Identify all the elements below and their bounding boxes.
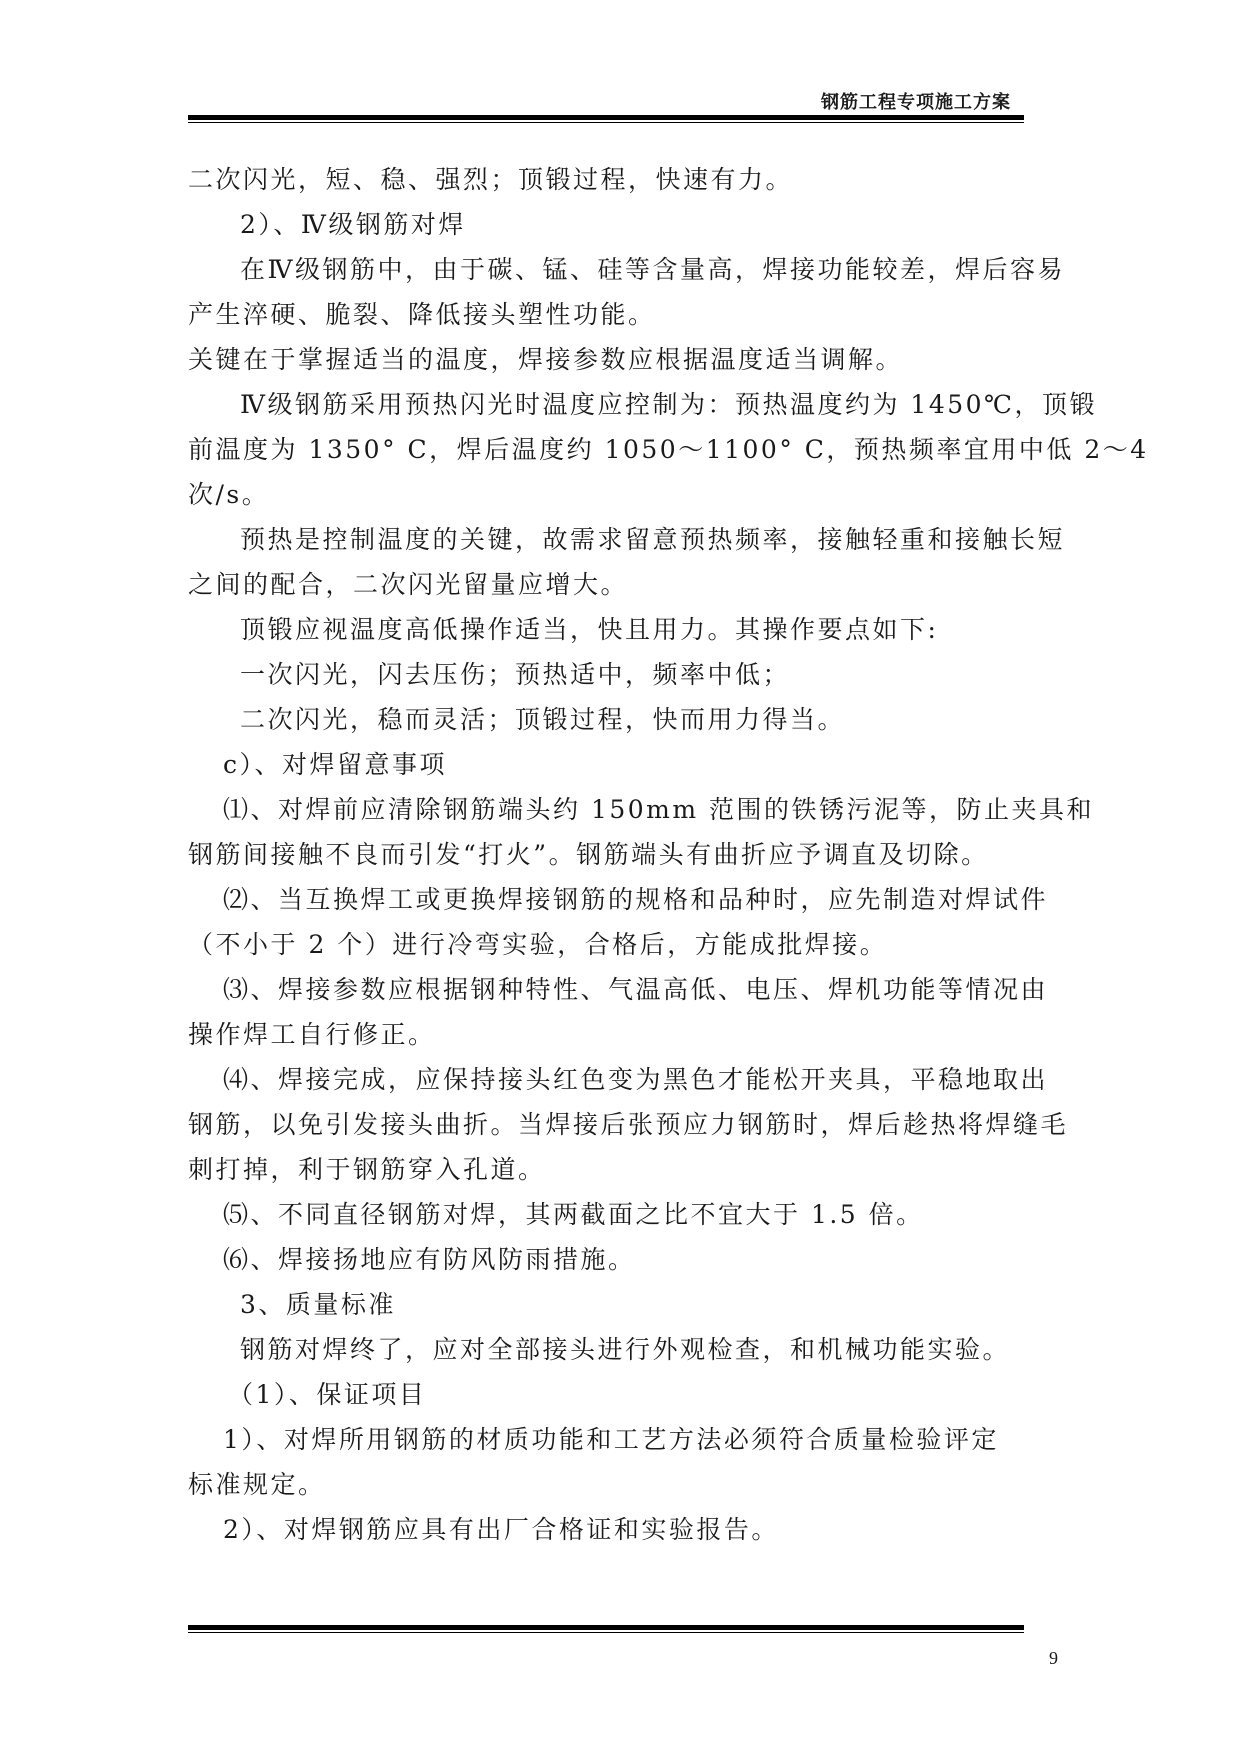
text-line: 二次闪光，短、稳、强烈；顶锻过程，快速有力。 — [188, 165, 794, 194]
text-line: 钢筋，以免引发接头曲折。当焊接后张预应力钢筋时，焊后趁热将焊缝毛 — [188, 1110, 1069, 1139]
subheading-line: c）、对焊留意事项 — [223, 750, 448, 779]
text-line: ⑶、焊接参数应根据钢种特性、气温高低、电压、焊机功能等情况由 — [223, 975, 1049, 1004]
footer-rule — [188, 1625, 1024, 1633]
text-line: 钢筋间接触不良而引发“打火”。钢筋端头有曲折应予调直及切除。 — [188, 840, 989, 869]
text-line: 顶锻应视温度高低操作适当，快且用力。其操作要点如下: — [240, 615, 939, 644]
header-rule — [188, 115, 1024, 123]
text-line: （不小于 2 个）进行冷弯实验，合格后，方能成批焊接。 — [188, 930, 888, 959]
text-line: 标准规定。 — [188, 1470, 326, 1499]
text-line: 前温度为 1350° C，焊后温度约 1050～1100° C，预热频率宜用中低 2～4 — [188, 435, 1149, 464]
subheading-line: 3、质量标准 — [240, 1290, 396, 1319]
text-line: ⑴、对焊前应清除钢筋端头约 150mm 范围的铁锈污泥等，防止夹具和 — [223, 795, 1095, 824]
text-line: Ⅳ级钢筋采用预热闪光时温度应控制为：预热温度约为 1450℃，顶锻 — [240, 390, 1098, 419]
text-line: 产生淬硬、脆裂、降低接头塑性功能。 — [188, 300, 656, 329]
text-line: 钢筋对焊终了，应对全部接头进行外观检查，和机械功能实验。 — [240, 1335, 1011, 1364]
text-line: 关键在于掌握适当的温度，焊接参数应根据温度适当调解。 — [188, 345, 904, 374]
text-line: 二次闪光，稳而灵活；顶锻过程，快而用力得当。 — [240, 705, 846, 734]
subheading-line: 2）、Ⅳ级钢筋对焊 — [240, 210, 466, 239]
text-line: ⑸、不同直径钢筋对焊，其两截面之比不宜大于 1.5 倍。 — [223, 1200, 924, 1229]
text-line: 2）、对焊钢筋应具有出厂合格证和实验报告。 — [223, 1515, 779, 1544]
text-line: 之间的配合，二次闪光留量应增大。 — [188, 570, 629, 599]
text-line: 刺打掉，利于钢筋穿入孔道。 — [188, 1155, 546, 1184]
document-body — [188, 157, 1149, 1552]
text-line: 1）、对焊所用钢筋的材质功能和工艺方法必须符合质量检验评定 — [223, 1425, 999, 1454]
page-number: 9 — [1049, 1648, 1058, 1668]
text-line: ⑹、焊接扬地应有防风防雨措施。 — [223, 1245, 636, 1274]
text-line: ⑷、焊接完成，应保持接头红色变为黑色才能松开夹具，平稳地取出 — [223, 1065, 1049, 1094]
text-line: ⑵、当互换焊工或更换焊接钢筋的规格和品种时，应先制造对焊试件 — [223, 885, 1049, 914]
text-line: 操作焊工自行修正。 — [188, 1020, 436, 1049]
document-header-title: 钢筋工程专项施工方案 — [821, 92, 1011, 113]
subheading-line: （1）、保证项目 — [228, 1380, 427, 1409]
text-line: 一次闪光，闪去压伤；预热适中，频率中低； — [240, 660, 791, 689]
text-line: 次/s。 — [188, 480, 270, 509]
text-line: 预热是控制温度的关键，故需求留意预热频率，接触轻重和接触长短 — [240, 525, 1066, 554]
text-line: 在Ⅳ级钢筋中，由于碳、锰、硅等含量高，焊接功能较差，焊后容易 — [240, 255, 1065, 284]
